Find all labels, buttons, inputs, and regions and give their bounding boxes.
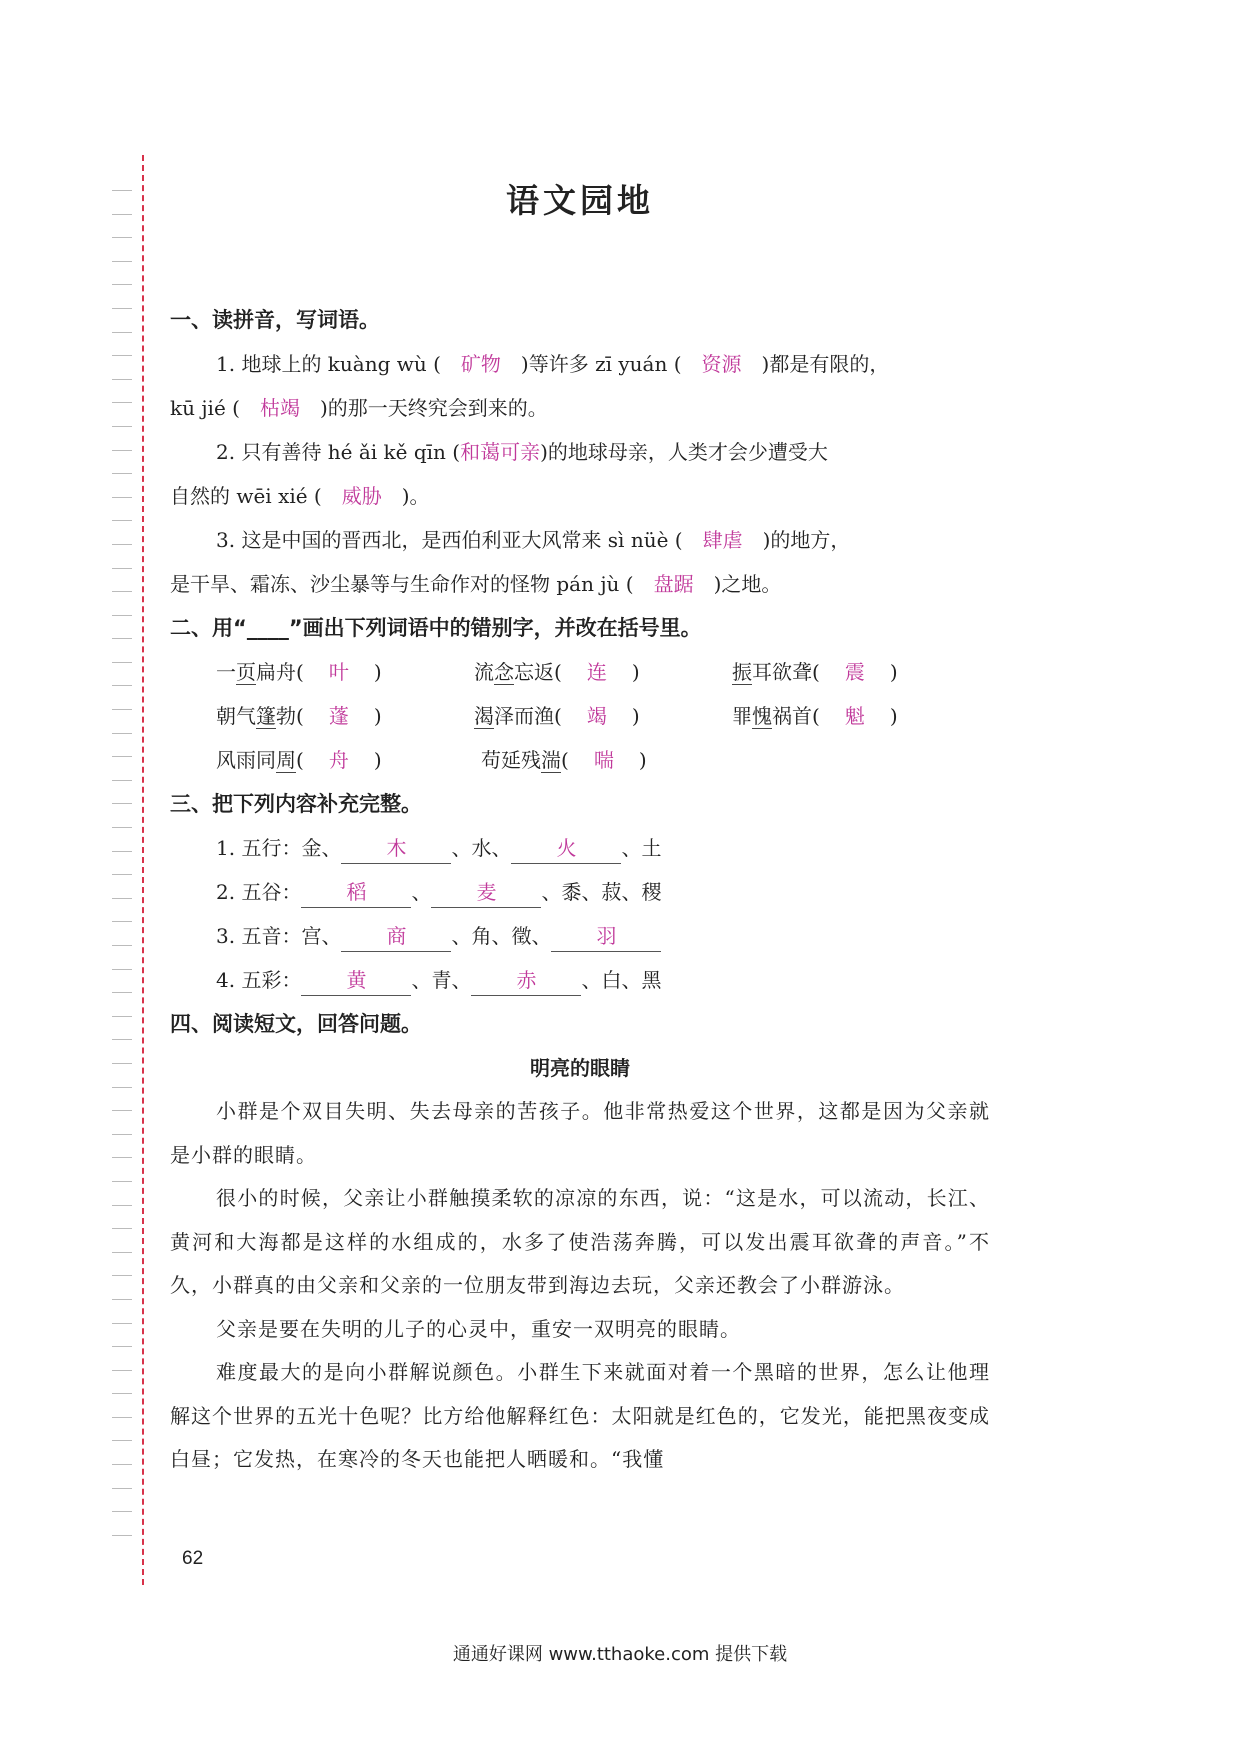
s1-q1-line1: 1. 地球上的 kuàng wù ( 矿物 )等许多 zī yuán ( 资源 )都是有限的， xyxy=(170,342,990,386)
story-paragraph: 父亲是要在失明的儿子的心灵中，重安一双明亮的眼睛。 xyxy=(216,1316,741,1341)
story-title: 明亮的眼睛 xyxy=(530,1056,630,1080)
answer: 盘踞 xyxy=(653,572,694,596)
s1-q2-line2: 自然的 wēi xié ( 威胁 )。 xyxy=(170,474,990,518)
footer-credit: 通通好课网 www.tthaoke.com 提供下载 xyxy=(452,1644,788,1665)
section-4-heading: 四、阅读短文，回答问题。 xyxy=(170,1012,422,1036)
s3-line-4: 4. 五彩： 黄 、青、 赤 、白、黑 xyxy=(170,958,990,1002)
page-title: 语文园地 xyxy=(506,181,654,220)
section-2-heading: 二、用“____”画出下列词语中的错别字，并改在括号里。 xyxy=(170,616,702,640)
answer: 矿物 xyxy=(460,352,501,376)
answer: 肆虐 xyxy=(702,528,743,552)
s2-item: 一页扁舟( 叶 ) xyxy=(216,660,382,684)
worksheet-content xyxy=(170,175,990,1482)
margin-ticks xyxy=(112,190,132,1558)
s3-line-2: 2. 五谷： 稻 、 麦 、黍、菽、稷 xyxy=(170,870,990,914)
s2-item: 苟延残湍( 喘 ) xyxy=(481,748,647,772)
s3-line-3: 3. 五音：宫、 商 、角、徵、 羽 xyxy=(170,914,990,958)
answer: 威胁 xyxy=(341,484,382,508)
s1-q3-line2: 是干旱、霜冻、沙尘暴等与生命作对的怪物 pán jù ( 盘踞 )之地。 xyxy=(170,562,990,606)
section-1-heading: 一、读拼音，写词语。 xyxy=(170,308,380,332)
s2-item: 流念忘返( 连 ) xyxy=(474,660,640,684)
s2-item: 渴泽而渔( 竭 ) xyxy=(474,704,640,728)
page-number: 62 xyxy=(182,1548,204,1569)
s1-q1-line2: kū jié ( 枯竭 )的那一天终究会到来的。 xyxy=(170,386,990,430)
s1-q3-line1: 3. 这是中国的晋西北，是西伯利亚大风常来 sì nüè ( 肆虐 )的地方， xyxy=(170,518,990,562)
s2-item: 罪愧祸首( 魁 ) xyxy=(732,704,898,728)
s2-row-1 xyxy=(170,650,990,694)
s1-q2-line1: 2. 只有善待 hé ǎi kě qīn (和蔼可亲)的地球母亲，人类才会少遭受大 xyxy=(170,430,990,474)
margin-dashed-line xyxy=(142,155,144,1585)
s3-line-1: 1. 五行：金、 木 、水、 火 、土 xyxy=(170,826,990,870)
answer: 资源 xyxy=(701,352,742,376)
answer: 枯竭 xyxy=(259,396,300,420)
s2-row-2 xyxy=(170,694,990,738)
s2-row-3 xyxy=(170,738,990,782)
story-paragraph: 小群是个双目失明、失去母亲的苦孩子。他非常热爱这个世界，这都是因为父亲就是小群的眼睛。 xyxy=(170,1099,990,1167)
section-3-heading: 三、把下列内容补充完整。 xyxy=(170,792,422,816)
answer: 和蔼可亲 xyxy=(460,440,541,464)
story-paragraph: 很小的时候，父亲让小群触摸柔软的凉凉的东西，说：“这是水，可以流动，长江、黄河和大海都是这样的水组成的，水多了使浩荡奔腾，可以发出震耳欲聋的声音。”不久，小群真的由父亲和父亲的一位朋友带到海边去玩，父亲还教会了小群游泳。 xyxy=(170,1186,990,1297)
story-paragraph: 难度最大的是向小群解说颜色。小群生下来就面对着一个黑暗的世界，怎么让他理解这个世界的五光十色呢？比方给他解释红色：太阳就是红色的，它发光，能把黑夜变成白昼；它发热，在寒冷的冬天也能把人晒暖和。“我懂 xyxy=(170,1360,990,1471)
s2-item: 朝气篷勃( 蓬 ) xyxy=(216,704,382,728)
s2-item: 风雨同周( 舟 ) xyxy=(216,748,382,772)
s2-item: 振耳欲聋( 震 ) xyxy=(732,660,898,684)
